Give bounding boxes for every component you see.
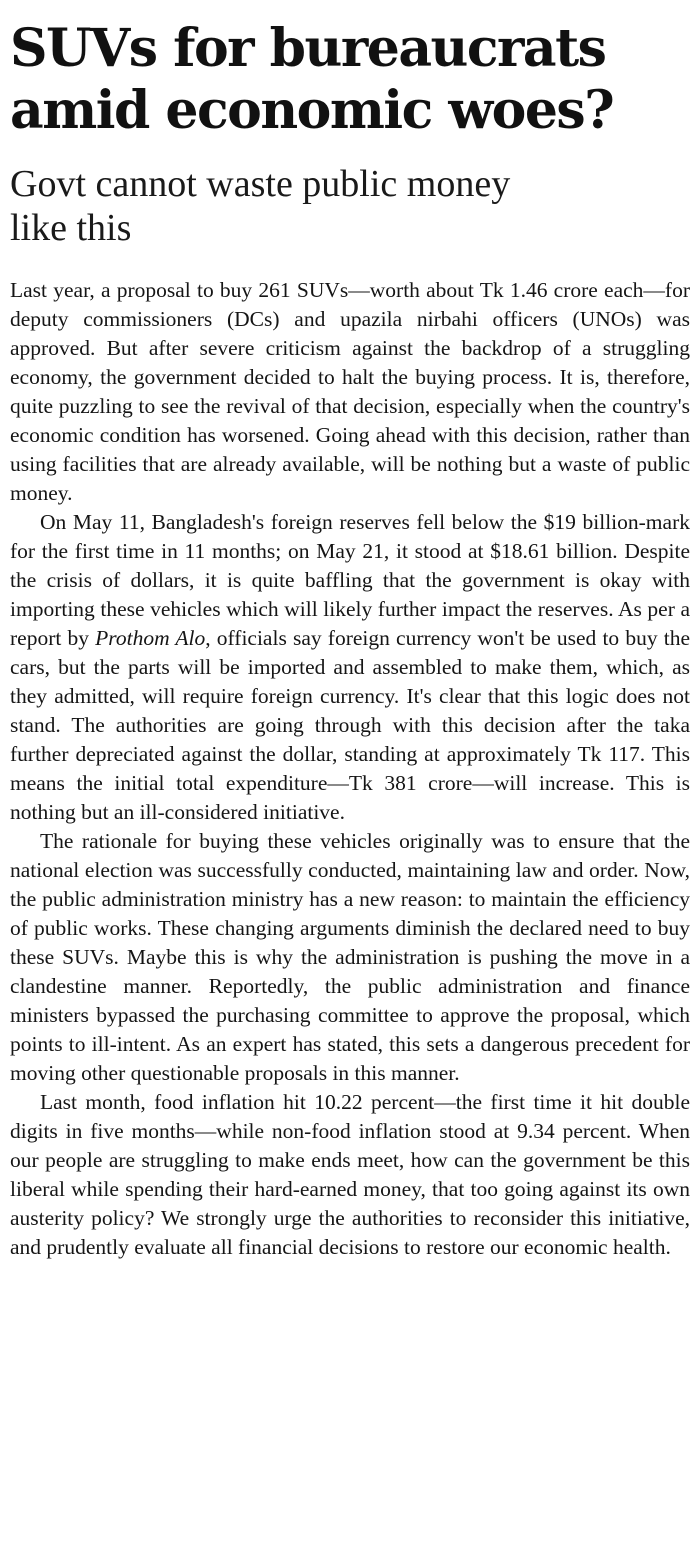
article-body <box>10 276 690 1262</box>
paragraph-2-text-end: , officials say foreign currency won't be used to buy the cars, but the parts will be imported and assembled to make them, which, as they admitted, will require foreign currency. It's clear that this logic does not stand. The authorities are going through with this decision after the taka further depreciated against the dollar, standing at approximately Tk 117. This means the initial total expenditure—Tk 381 crore—will increase. This is nothing but an ill-considered initiative. <box>10 626 690 824</box>
paragraph-2-text-start: On May 11, Bangladesh's foreign reserves fell below the $19 billion-mark for the first time in 11 months; on May 21, it stood at $18.61 billion. Despite the crisis of dollars, it is quite baffling that the government is okay with importing these vehicles which will likely further impact the reserves. As per a report by <box>10 510 690 650</box>
paragraph-2 <box>10 508 690 827</box>
paragraph-1: Last year, a proposal to buy 261 SUVs—worth about Tk 1.46 crore each—for deputy commissioners (DCs) and upazila nirbahi officers (UNOs) was approved. But after severe criticism against the backdrop of a struggling economy, the government decided to halt the buying process. It is, therefore, quite puzzling to see the revival of that decision, especially when the country's economic condition has worsened. Going ahead with this decision, rather than using facilities that are already available, will be nothing but a waste of public money. <box>10 278 690 505</box>
paragraph-3: The rationale for buying these vehicles originally was to ensure that the national election was successfully conducted, maintaining law and order. Now, the public administration ministry has a new reason: to maintain the efficiency of public works. These changing arguments diminish the declared need to buy these SUVs. Maybe this is why the administration is pushing the move in a clandestine manner. Reportedly, the public administration and finance ministers bypassed the purchasing committee to approve the proposal, which points to ill-intent. As an expert has stated, this sets a dangerous precedent for moving other questionable proposals in this manner. <box>10 829 690 1085</box>
publication-name: Prothom Alo <box>95 626 206 650</box>
headline: SUVs for bureaucrats amid economic woes? <box>10 18 614 141</box>
paragraph-4: Last month, food inflation hit 10.22 percent—the first time it hit double digits in five months—while non-food inflation stood at 9.34 percent. When our people are struggling to make ends meet, how can the government be this liberal while spending their hard-earned money, that too going against its own austerity policy? We strongly urge the authorities to reconsider this initiative, and prudently evaluate all financial decisions to restore our economic health. <box>10 1090 690 1259</box>
subheadline: Govt cannot waste public money like this <box>10 163 511 249</box>
